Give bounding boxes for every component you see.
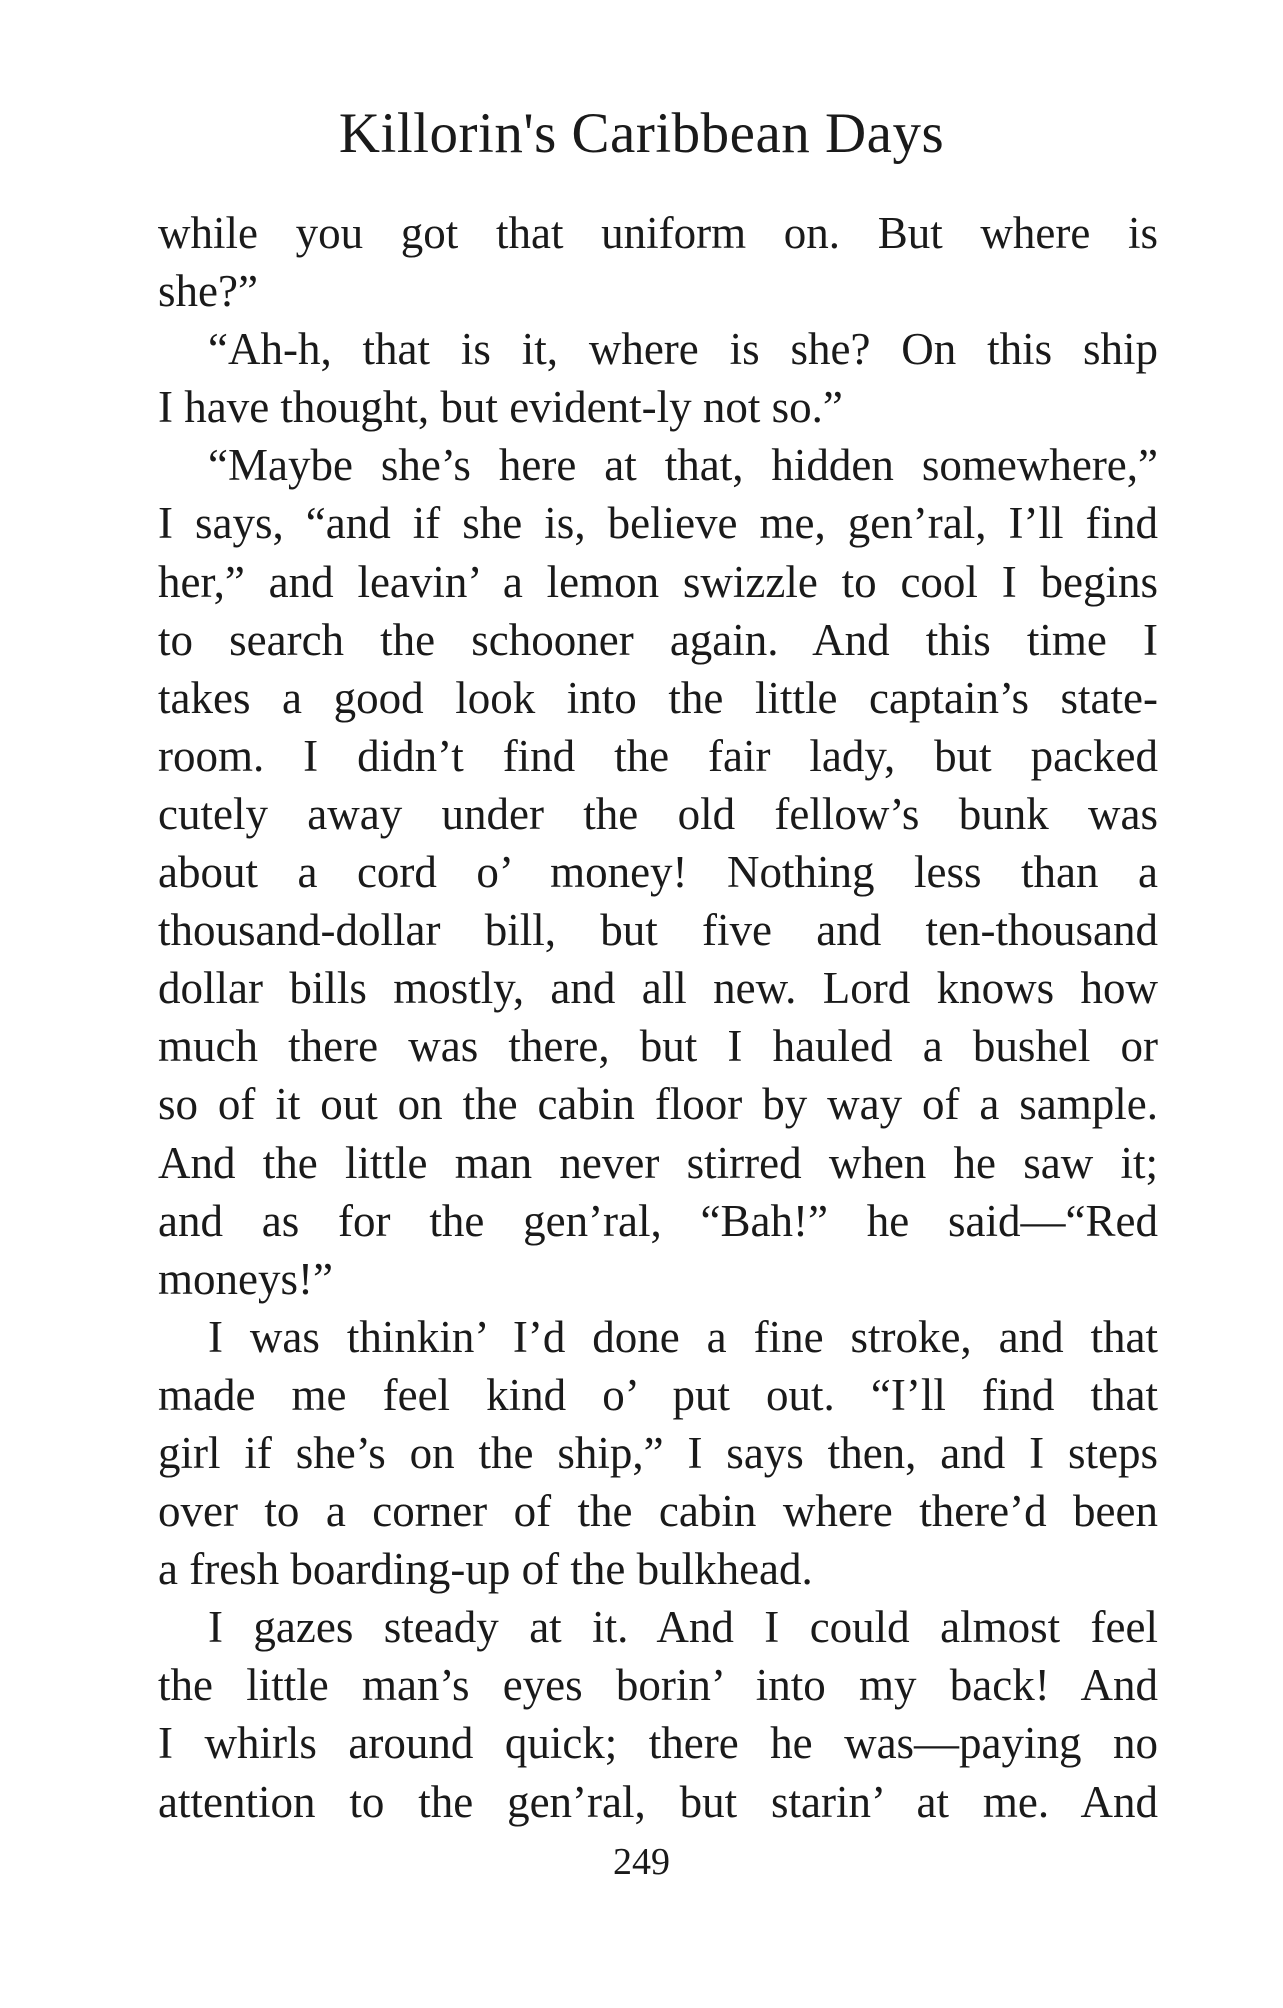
text-line — [158, 1075, 1158, 1133]
text-line — [158, 1250, 1158, 1308]
text-line — [158, 1017, 1158, 1075]
text-line-content: I was thinkin’ I’d done a fine stroke, and that — [208, 1311, 1158, 1362]
text-line — [158, 553, 1158, 611]
text-line — [158, 1134, 1158, 1192]
text-line — [158, 204, 1158, 262]
text-line-content: attention to the gen’ral, but starin’ at me. And — [158, 1776, 1158, 1827]
text-line-content: room. I didn’t find the fair lady, but packed — [158, 730, 1158, 781]
text-line-content: about a cord o’ money! Nothing less than a — [158, 847, 1158, 898]
body-text — [158, 204, 1158, 1831]
text-line-content: I gazes steady at it. And I could almost feel — [208, 1602, 1158, 1653]
text-line — [158, 1773, 1158, 1831]
text-line-content: “Maybe she’s here at that, hidden somewhere,” — [208, 440, 1158, 491]
text-line — [158, 1308, 1158, 1366]
text-line-content: she?” — [158, 266, 258, 317]
text-line — [158, 436, 1158, 494]
text-line-content: “Ah-h, that is it, where is she? On this ship — [208, 324, 1158, 375]
text-line — [158, 1366, 1158, 1424]
text-line — [158, 611, 1158, 669]
text-line — [158, 1424, 1158, 1482]
text-line-content: dollar bills mostly, and all new. Lord knows how — [158, 963, 1158, 1014]
text-line — [158, 378, 1158, 436]
text-line — [158, 1482, 1158, 1540]
text-line — [158, 785, 1158, 843]
text-line-content: moneys!” — [158, 1253, 333, 1304]
text-line-content: I says, “and if she is, believe me, gen’ral, I’ll find — [158, 498, 1158, 549]
text-line — [158, 1598, 1158, 1656]
text-line-content: the little man’s eyes borin’ into my back! And — [158, 1660, 1158, 1711]
text-line-content: I whirls around quick; there he was—paying no — [158, 1718, 1158, 1769]
text-line — [158, 669, 1158, 727]
text-line-content: girl if she’s on the ship,” I says then, and I steps — [158, 1427, 1158, 1478]
text-line-content: cutely away under the old fellow’s bunk was — [158, 788, 1158, 839]
text-line — [158, 1192, 1158, 1250]
text-line-content: takes a good look into the little captain’s state- — [158, 672, 1158, 723]
text-line — [158, 843, 1158, 901]
text-line — [158, 727, 1158, 785]
running-head: Killorin's Caribbean Days — [338, 102, 945, 165]
text-line — [158, 901, 1158, 959]
text-line-content: and as for the gen’ral, “Bah!” he said—“Red — [158, 1195, 1158, 1246]
text-line-content: to search the schooner again. And this time I — [158, 614, 1158, 665]
text-line-content: thousand-dollar bill, but five and ten-thousand — [158, 905, 1158, 956]
text-line-content: her,” and leavin’ a lemon swizzle to cool I begins — [158, 556, 1158, 607]
text-line-content: while you got that uniform on. But where is — [158, 208, 1158, 258]
text-line — [158, 959, 1158, 1017]
text-line — [158, 494, 1158, 552]
text-line-content: much there was there, but I hauled a bushel or — [158, 1021, 1158, 1072]
page-number: 249 — [613, 1841, 670, 1883]
text-line — [158, 1540, 1158, 1598]
text-line-content: And the little man never stirred when he saw it; — [158, 1137, 1158, 1188]
text-line — [158, 262, 1158, 320]
text-line-content: over to a corner of the cabin where there’d been — [158, 1486, 1158, 1537]
text-line-content: made me feel kind o’ put out. “I’ll find that — [158, 1369, 1158, 1420]
text-line-content: I have thought, but evident-ly not so.” — [158, 382, 843, 433]
text-line-content: a fresh boarding-up of the bulkhead. — [158, 1544, 813, 1595]
text-line — [158, 320, 1158, 378]
text-line-content: so of it out on the cabin floor by way of a sample. — [158, 1079, 1158, 1130]
text-line — [158, 1656, 1158, 1714]
text-line — [158, 1714, 1158, 1772]
